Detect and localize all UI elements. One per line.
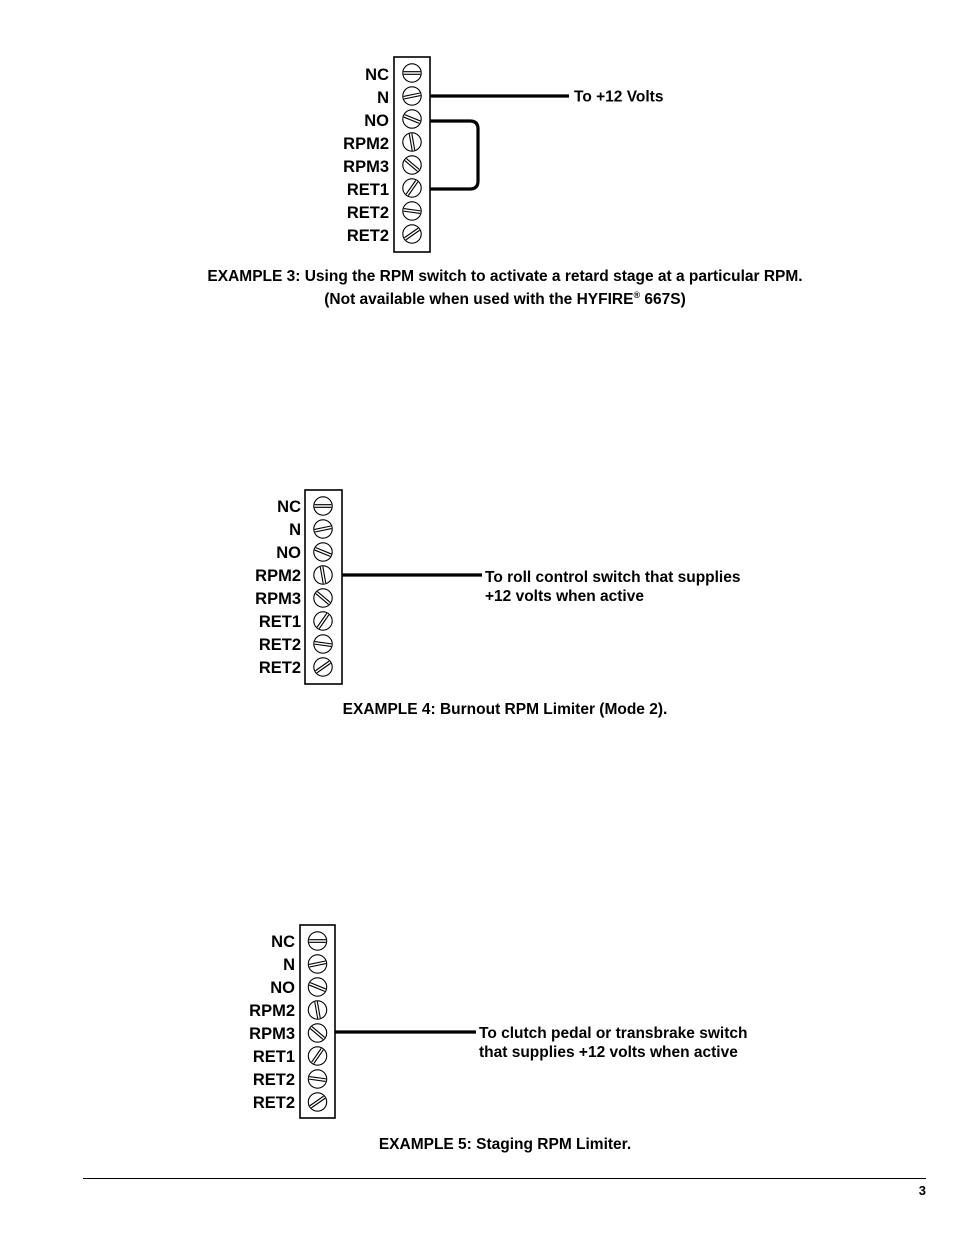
terminal-label: RPM2 [249,1002,295,1020]
connection-note: To roll control switch that supplies [485,569,741,586]
terminal-strip [394,57,430,252]
terminal-label: RET2 [252,1094,295,1112]
screw-icon [308,1070,326,1088]
terminal-label: RET2 [258,659,301,677]
screw-icon [403,179,421,197]
terminal-label: RPM2 [255,567,301,585]
terminal-label: NC [365,66,389,84]
terminal-label: RPM2 [343,135,389,153]
terminal-label: RET1 [346,181,389,199]
connection-note: To +12 Volts [574,88,664,106]
caption-line: EXAMPLE 3: Using the RPM switch to activate a retard stage at a particular RPM. [207,268,803,285]
screw-icon [403,87,421,105]
screw-icon [403,133,421,151]
caption-text: 667S) [640,291,686,309]
screw-icon [403,202,421,220]
terminal-label: RET1 [252,1048,295,1066]
footer-rule [83,1178,926,1179]
screw-icon [403,156,421,174]
terminal-label: N [377,89,389,107]
screw-icon [314,589,332,607]
screw-icon [308,1047,326,1065]
screw-icon [308,955,326,973]
example-5-caption: EXAMPLE 5: Staging RPM Limiter. [378,1136,632,1153]
screw-icon [314,497,332,515]
terminal-label: N [289,521,301,539]
terminal-label: RPM3 [255,590,301,608]
screw-icon [308,932,326,950]
screw-icon [403,110,421,128]
screw-icon [308,1024,326,1042]
example-3-diagram [343,57,663,252]
example-5-diagram [249,925,747,1118]
terminal-label: RET1 [258,613,301,631]
terminal-label: NC [271,933,295,951]
screw-icon [403,225,421,243]
screw-icon [308,1001,326,1019]
terminal-label: NO [364,112,389,130]
terminal-label: NO [276,544,301,562]
terminal-strip [305,490,342,684]
screw-icon [308,1093,326,1111]
terminal-label: NC [277,498,301,516]
connection-note: +12 volts when active [485,588,644,605]
jumper-wire [430,121,478,189]
connection-note: that supplies +12 volts when active [479,1044,738,1061]
registered-mark: ® [633,290,641,300]
terminal-labels [249,933,295,1112]
screw-icon [314,566,332,584]
screw-icon [308,978,326,996]
terminal-label: N [283,956,295,974]
terminal-label: RPM3 [249,1025,295,1043]
page-number: 3 [918,1183,926,1198]
terminal-label: NO [270,979,295,997]
screw-icon [314,543,332,561]
screw-icon [314,635,332,653]
terminal-strip [300,925,335,1118]
example-3-caption [0,268,954,309]
terminal-label: RET2 [346,227,389,245]
terminal-label: RPM3 [343,158,389,176]
terminal-label: RET2 [346,204,389,222]
screw-icon [314,612,332,630]
screw-icon [314,520,332,538]
caption-line [0,286,954,309]
caption-text: (Not available when used with the HYFIRE [324,291,634,309]
terminal-labels [255,498,301,677]
terminal-label: RET2 [258,636,301,654]
example-4-diagram [255,490,740,684]
terminal-labels [343,66,389,245]
connection-note: To clutch pedal or transbrake switch [479,1025,748,1042]
example-4-caption: EXAMPLE 4: Burnout RPM Limiter (Mode 2). [342,701,668,718]
terminal-label: RET2 [252,1071,295,1089]
screw-icon [314,658,332,676]
screw-icon [403,64,421,82]
